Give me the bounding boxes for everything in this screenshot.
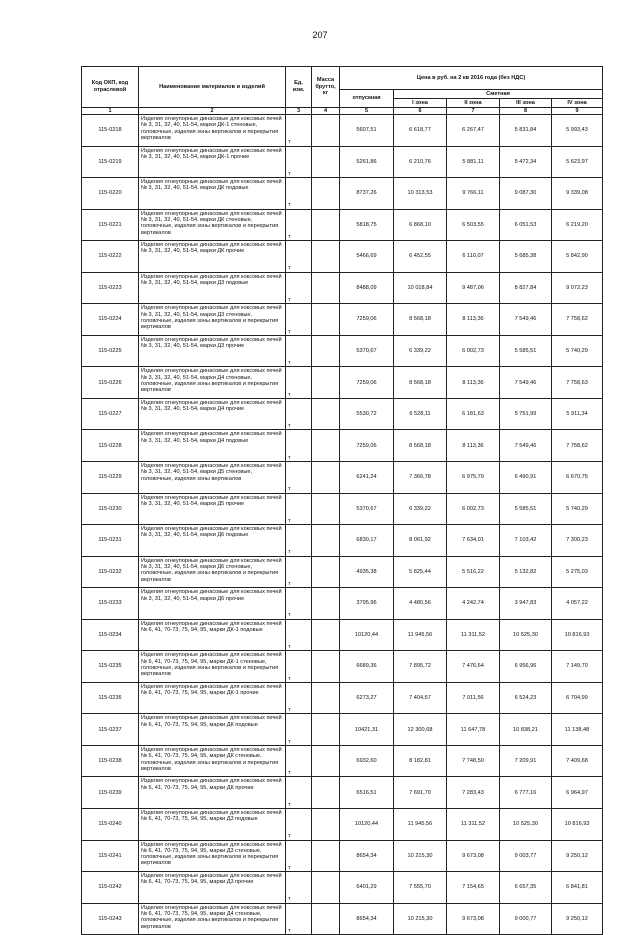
table-row — [82, 367, 603, 399]
item-name: Изделия огнеупорные динасовые для коксовых печей № 6, 41, 70-73, 75, 94, 95, марки ДК-1 прочие — [139, 682, 286, 714]
price-zone-3: 6 657,35 — [500, 872, 552, 904]
price-zone-2: 8 113,36 — [447, 430, 500, 462]
table-row — [82, 304, 603, 336]
price-zone-4: 9 250,12 — [552, 903, 603, 935]
item-name: Изделия огнеупорные динасовые для коксовых печей № 3, 31, 32, 40, 51-54, марки Д3 стеновые, головочные, изделия зоны вертикалов и перекрытия вертикалов — [139, 304, 286, 336]
item-name: Изделия огнеупорные динасовые для коксовых печей № 3, 31, 32, 40, 51-54, марки ДК прочие — [139, 241, 286, 273]
table-row — [82, 430, 603, 462]
price-zone-3: 5 685,38 — [500, 241, 552, 273]
price-zone-1: 7 895,72 — [394, 651, 447, 683]
price-zone-1: 7 691,70 — [394, 777, 447, 809]
item-code: 115-0241 — [82, 840, 139, 872]
item-mass — [312, 367, 340, 399]
item-code: 115-0234 — [82, 619, 139, 651]
item-unit: т — [286, 745, 312, 777]
item-unit: т — [286, 335, 312, 367]
item-mass — [312, 493, 340, 525]
item-code: 115-0230 — [82, 493, 139, 525]
item-code: 115-0218 — [82, 115, 139, 147]
item-name: Изделия огнеупорные динасовые для коксовых печей № 6, 41, 70-73, 75, 94, 95, марки Д3 подовые — [139, 809, 286, 841]
price-wholesale: 8488,09 — [340, 272, 394, 304]
price-wholesale: 8654,34 — [340, 903, 394, 935]
price-zone-2: 6 181,63 — [447, 398, 500, 430]
item-unit: т — [286, 209, 312, 241]
price-zone-2: 11 311,52 — [447, 619, 500, 651]
item-unit: т — [286, 304, 312, 336]
item-mass — [312, 651, 340, 683]
price-zone-4: 9 072,23 — [552, 272, 603, 304]
item-code: 115-0233 — [82, 588, 139, 620]
price-zone-4: 7 758,62 — [552, 430, 603, 462]
item-name: Изделия огнеупорные динасовые для коксовых печей № 3, 31, 32, 40, 51-54, марки ДК стеновые, головочные, изделия зоны вертикалов и перекрытия вертикалов — [139, 209, 286, 241]
price-wholesale: 5818,75 — [340, 209, 394, 241]
table-row — [82, 619, 603, 651]
price-zone-1: 12 300,68 — [394, 714, 447, 746]
table-row — [82, 903, 603, 935]
table-row — [82, 840, 603, 872]
price-zone-3: 6 490,91 — [500, 462, 552, 494]
price-zone-2: 7 283,43 — [447, 777, 500, 809]
item-name: Изделия огнеупорные динасовые для коксовых печей № 3, 31, 32, 40, 51-54, марки Д4 прочие — [139, 398, 286, 430]
item-name: Изделия огнеупорные динасовые для коксовых печей № 3, 31, 32, 40, 51-54, марки Д6 подовые — [139, 525, 286, 557]
price-zone-4: 6 219,20 — [552, 209, 603, 241]
item-mass — [312, 682, 340, 714]
price-wholesale: 10421,31 — [340, 714, 394, 746]
table-row — [82, 525, 603, 557]
item-mass — [312, 903, 340, 935]
header-unit: Ед. изм. — [286, 67, 312, 108]
price-zone-3: 10 525,30 — [500, 619, 552, 651]
item-name: Изделия огнеупорные динасовые для коксовых печей № 6, 41, 70-73, 75, 94, 95, марки ДК-1 подовые — [139, 619, 286, 651]
item-code: 115-0220 — [82, 178, 139, 210]
price-zone-4: 5 623,97 — [552, 146, 603, 178]
column-number: 7 — [447, 108, 500, 115]
item-name: Изделия огнеупорные динасовые для коксовых печей № 3, 31, 32, 40, 51-54, марки ДК-1 стеновые, головочные, изделия зоны вертикалов и перекрытия вертикалов — [139, 115, 286, 147]
price-zone-3: 8 827,84 — [500, 272, 552, 304]
price-zone-1: 6 528,11 — [394, 398, 447, 430]
price-zone-1: 7 366,78 — [394, 462, 447, 494]
price-zone-1: 8 568,18 — [394, 367, 447, 399]
page-number: 207 — [312, 30, 328, 40]
item-unit: т — [286, 651, 312, 683]
price-zone-1: 5 825,44 — [394, 556, 447, 588]
price-zone-4: 10 816,93 — [552, 809, 603, 841]
item-unit: т — [286, 872, 312, 904]
item-code: 115-0229 — [82, 462, 139, 494]
table-row — [82, 146, 603, 178]
item-code: 115-0237 — [82, 714, 139, 746]
price-wholesale: 8737,26 — [340, 178, 394, 210]
price-zone-2: 8 113,36 — [447, 367, 500, 399]
item-name: Изделия огнеупорные динасовые для коксовых печей № 3, 31, 32, 40, 51-54, марки Д4 подовые — [139, 430, 286, 462]
price-wholesale: 10120,44 — [340, 619, 394, 651]
price-zone-3: 5 585,51 — [500, 493, 552, 525]
header-estimate: Сметная — [394, 90, 603, 99]
item-unit: т — [286, 903, 312, 935]
price-zone-1: 10 313,53 — [394, 178, 447, 210]
price-wholesale: 5261,86 — [340, 146, 394, 178]
price-zone-4: 5 275,03 — [552, 556, 603, 588]
price-zone-2: 6 110,07 — [447, 241, 500, 273]
item-name: Изделия огнеупорные динасовые для коксовых печей № 3, 31, 32, 40, 51-54, марки Д3 прочие — [139, 335, 286, 367]
item-mass — [312, 619, 340, 651]
price-zone-4: 7 758,63 — [552, 367, 603, 399]
table-row — [82, 493, 603, 525]
item-unit: т — [286, 777, 312, 809]
item-mass — [312, 462, 340, 494]
price-zone-1: 6 618,77 — [394, 115, 447, 147]
table-row — [82, 209, 603, 241]
price-zone-3: 9 003,77 — [500, 840, 552, 872]
price-zone-3: 7 549,46 — [500, 367, 552, 399]
item-unit: т — [286, 525, 312, 557]
header-zone-3: III зона — [500, 99, 552, 108]
table-row — [82, 651, 603, 683]
price-zone-2: 6 503,55 — [447, 209, 500, 241]
price-zone-3: 9 000,77 — [500, 903, 552, 935]
item-unit: т — [286, 588, 312, 620]
item-unit: т — [286, 462, 312, 494]
item-mass — [312, 556, 340, 588]
price-zone-2: 6 002,73 — [447, 335, 500, 367]
price-zone-4: 7 758,62 — [552, 304, 603, 336]
item-code: 115-0238 — [82, 745, 139, 777]
item-unit: т — [286, 367, 312, 399]
price-zone-4: 6 841,81 — [552, 872, 603, 904]
price-zone-2: 9 487,06 — [447, 272, 500, 304]
header-wholesale: отпускная — [340, 90, 394, 108]
item-unit: т — [286, 682, 312, 714]
item-mass — [312, 809, 340, 841]
column-number: 1 — [82, 108, 139, 115]
item-name: Изделия огнеупорные динасовые для коксовых печей № 3, 31, 32, 40, 51-54, марки ДК-1 прочие — [139, 146, 286, 178]
price-zone-3: 3 947,83 — [500, 588, 552, 620]
price-zone-3: 5 751,99 — [500, 398, 552, 430]
price-zone-3: 10 838,21 — [500, 714, 552, 746]
column-number: 8 — [500, 108, 552, 115]
item-unit: т — [286, 556, 312, 588]
item-mass — [312, 525, 340, 557]
price-zone-4: 9 339,08 — [552, 178, 603, 210]
item-name: Изделия огнеупорные динасовые для коксовых печей № 6, 41, 70-73, 75, 94, 95, марки ДК прочие — [139, 777, 286, 809]
item-unit: т — [286, 714, 312, 746]
item-code: 115-0219 — [82, 146, 139, 178]
item-mass — [312, 115, 340, 147]
price-zone-3: 7 549,46 — [500, 430, 552, 462]
item-code: 115-0227 — [82, 398, 139, 430]
price-zone-1: 7 404,57 — [394, 682, 447, 714]
price-zone-2: 4 242,74 — [447, 588, 500, 620]
price-wholesale: 6401,29 — [340, 872, 394, 904]
price-zone-2: 7 011,56 — [447, 682, 500, 714]
price-wholesale: 4935,38 — [340, 556, 394, 588]
table-row — [82, 777, 603, 809]
price-zone-3: 5 831,84 — [500, 115, 552, 147]
price-zone-4: 7 149,70 — [552, 651, 603, 683]
item-name: Изделия огнеупорные динасовые для коксовых печей № 3, 31, 32, 40, 51-54, марки Д6 стеновые, головочные, изделия зоны вертикалов и перекрытия вертикалов — [139, 556, 286, 588]
column-number: 9 — [552, 108, 603, 115]
price-zone-2: 7 748,50 — [447, 745, 500, 777]
item-unit: т — [286, 241, 312, 273]
item-unit: т — [286, 398, 312, 430]
item-name: Изделия огнеупорные динасовые для коксовых печей № 3, 31, 32, 40, 51-54, марки Д4 стеновые, головочные, изделия зоны вертикалов и перекрытия вертикалов — [139, 367, 286, 399]
item-name: Изделия огнеупорные динасовые для коксовых печей № 3, 31, 32, 40, 51-54, марки Д6 прочие — [139, 588, 286, 620]
column-number: 6 — [394, 108, 447, 115]
item-mass — [312, 714, 340, 746]
item-code: 115-0231 — [82, 525, 139, 557]
price-zone-3: 5 472,34 — [500, 146, 552, 178]
price-zone-2: 9 673,08 — [447, 840, 500, 872]
item-mass — [312, 430, 340, 462]
item-code: 115-0239 — [82, 777, 139, 809]
price-wholesale: 6241,24 — [340, 462, 394, 494]
price-wholesale: 6932,60 — [340, 745, 394, 777]
price-zone-3: 10 525,30 — [500, 809, 552, 841]
item-name: Изделия огнеупорные динасовые для коксовых печей № 6, 41, 70-73, 75, 94, 95, марки ДК-1 стеновые, головочные, изделия зоны вертикалов и перекрытия вертикалов — [139, 651, 286, 683]
item-code: 115-0226 — [82, 367, 139, 399]
item-unit: т — [286, 115, 312, 147]
price-zone-1: 10 018,84 — [394, 272, 447, 304]
item-mass — [312, 209, 340, 241]
table-row — [82, 588, 603, 620]
price-zone-1: 6 452,55 — [394, 241, 447, 273]
price-zone-1: 6 339,22 — [394, 493, 447, 525]
price-zone-4: 5 740,29 — [552, 493, 603, 525]
price-zone-1: 8 568,18 — [394, 304, 447, 336]
item-code: 115-0240 — [82, 809, 139, 841]
item-name: Изделия огнеупорные динасовые для коксовых печей № 3, 31, 32, 40, 51-54, марки ДК подовые — [139, 178, 286, 210]
header-zone-4: IV зона — [552, 99, 603, 108]
price-zone-2: 11 647,78 — [447, 714, 500, 746]
item-code: 115-0225 — [82, 335, 139, 367]
item-unit: т — [286, 146, 312, 178]
price-zone-4: 7 409,68 — [552, 745, 603, 777]
price-zone-1: 8 061,92 — [394, 525, 447, 557]
price-zone-2: 7 476,64 — [447, 651, 500, 683]
price-zone-2: 9 766,11 — [447, 178, 500, 210]
item-name: Изделия огнеупорные динасовые для коксовых печей № 6, 41, 70-73, 75, 94, 95, марки Д4 стеновые, головочные, изделия зоны вертикалов и перекрытия вертикалов — [139, 903, 286, 935]
price-zone-4: 11 138,48 — [552, 714, 603, 746]
table-row — [82, 272, 603, 304]
price-zone-3: 7 209,91 — [500, 745, 552, 777]
price-zone-1: 8 568,18 — [394, 430, 447, 462]
price-wholesale: 7259,06 — [340, 304, 394, 336]
item-code: 115-0221 — [82, 209, 139, 241]
price-wholesale: 6830,17 — [340, 525, 394, 557]
item-code: 115-0222 — [82, 241, 139, 273]
price-zone-3: 6 051,53 — [500, 209, 552, 241]
price-zone-1: 4 480,56 — [394, 588, 447, 620]
price-zone-3: 7 103,42 — [500, 525, 552, 557]
price-zone-3: 9 087,30 — [500, 178, 552, 210]
table-row — [82, 682, 603, 714]
price-zone-4: 10 816,93 — [552, 619, 603, 651]
price-zone-2: 5 881,11 — [447, 146, 500, 178]
column-number: 4 — [312, 108, 340, 115]
item-code: 115-0235 — [82, 651, 139, 683]
item-mass — [312, 146, 340, 178]
header-zone-2: II зона — [447, 99, 500, 108]
item-name: Изделия огнеупорные динасовые для коксовых печей № 3, 31, 32, 40, 51-54, марки Д3 подовые — [139, 272, 286, 304]
item-code: 115-0232 — [82, 556, 139, 588]
price-zone-3: 7 549,46 — [500, 304, 552, 336]
price-zone-1: 7 555,70 — [394, 872, 447, 904]
price-zone-2: 9 673,08 — [447, 903, 500, 935]
table-row — [82, 178, 603, 210]
price-wholesale: 7259,06 — [340, 367, 394, 399]
price-zone-2: 6 002,73 — [447, 493, 500, 525]
item-mass — [312, 872, 340, 904]
table-row — [82, 335, 603, 367]
item-unit: т — [286, 430, 312, 462]
item-unit: т — [286, 840, 312, 872]
price-zone-4: 5 993,43 — [552, 115, 603, 147]
table-row — [82, 115, 603, 147]
table-row — [82, 872, 603, 904]
price-zone-2: 7 154,65 — [447, 872, 500, 904]
price-wholesale: 6689,36 — [340, 651, 394, 683]
item-name: Изделия огнеупорные динасовые для коксовых печей № 6, 41, 70-73, 75, 94, 95, марки Д3 прочие — [139, 872, 286, 904]
item-mass — [312, 588, 340, 620]
price-zone-3: 6 524,23 — [500, 682, 552, 714]
item-mass — [312, 178, 340, 210]
price-zone-4: 4 057,22 — [552, 588, 603, 620]
price-zone-4: 9 250,12 — [552, 840, 603, 872]
price-zone-4: 6 704,99 — [552, 682, 603, 714]
item-unit: т — [286, 809, 312, 841]
price-wholesale: 5370,67 — [340, 493, 394, 525]
price-zone-2: 11 311,52 — [447, 809, 500, 841]
price-zone-4: 5 740,29 — [552, 335, 603, 367]
price-zone-2: 6 975,79 — [447, 462, 500, 494]
price-wholesale: 10120,44 — [340, 809, 394, 841]
price-zone-1: 8 182,81 — [394, 745, 447, 777]
header-name: Наименование материалов и изделий — [139, 67, 286, 108]
price-zone-2: 5 516,22 — [447, 556, 500, 588]
item-code: 115-0223 — [82, 272, 139, 304]
item-mass — [312, 745, 340, 777]
price-zone-1: 6 339,22 — [394, 335, 447, 367]
column-number: 5 — [340, 108, 394, 115]
price-wholesale: 6516,51 — [340, 777, 394, 809]
item-code: 115-0228 — [82, 430, 139, 462]
price-zone-4: 5 911,34 — [552, 398, 603, 430]
item-unit: т — [286, 493, 312, 525]
item-name: Изделия огнеупорные динасовые для коксовых печей № 6, 41, 70-73, 75, 94, 95, марки Д3 стеновые, головочные, изделия зоны вертикалов и перекрытия вертикалов — [139, 840, 286, 872]
table-row — [82, 714, 603, 746]
price-zone-1: 10 215,30 — [394, 840, 447, 872]
price-zone-4: 6 964,97 — [552, 777, 603, 809]
price-zone-3: 6 956,96 — [500, 651, 552, 683]
price-zone-4: 6 670,75 — [552, 462, 603, 494]
item-mass — [312, 777, 340, 809]
price-zone-1: 6 210,76 — [394, 146, 447, 178]
item-code: 115-0243 — [82, 903, 139, 935]
price-wholesale: 5607,51 — [340, 115, 394, 147]
price-wholesale: 8654,34 — [340, 840, 394, 872]
item-mass — [312, 241, 340, 273]
header-zone-1: I зона — [394, 99, 447, 108]
column-number: 2 — [139, 108, 286, 115]
item-name: Изделия огнеупорные динасовые для коксовых печей № 6, 41, 70-73, 75, 94, 95, марки ДК подовые — [139, 714, 286, 746]
item-code: 115-0236 — [82, 682, 139, 714]
column-number: 3 — [286, 108, 312, 115]
item-mass — [312, 272, 340, 304]
item-name: Изделия огнеупорные динасовые для коксовых печей № 3, 31, 32, 40, 51-54, марки Д5 прочие — [139, 493, 286, 525]
item-mass — [312, 840, 340, 872]
price-zone-1: 11 945,56 — [394, 619, 447, 651]
item-unit: т — [286, 178, 312, 210]
table-row — [82, 398, 603, 430]
item-unit: т — [286, 619, 312, 651]
item-name: Изделия огнеупорные динасовые для коксовых печей № 6, 41, 70-73, 75, 94, 95, марки ДК стеновые, головочные, изделия зоны вертикалов и перекрытия вертикалов — [139, 745, 286, 777]
price-wholesale: 5530,72 — [340, 398, 394, 430]
price-zone-3: 6 777,16 — [500, 777, 552, 809]
item-unit: т — [286, 272, 312, 304]
item-code: 115-0242 — [82, 872, 139, 904]
price-zone-1: 11 945,56 — [394, 809, 447, 841]
price-wholesale: 5466,69 — [340, 241, 394, 273]
price-zone-2: 8 113,36 — [447, 304, 500, 336]
price-zone-4: 5 842,90 — [552, 241, 603, 273]
price-wholesale: 5370,67 — [340, 335, 394, 367]
price-zone-4: 7 300,23 — [552, 525, 603, 557]
price-zone-2: 6 267,47 — [447, 115, 500, 147]
price-zone-1: 6 868,10 — [394, 209, 447, 241]
price-zone-3: 5 132,82 — [500, 556, 552, 588]
item-mass — [312, 398, 340, 430]
price-wholesale: 6273,27 — [340, 682, 394, 714]
item-name: Изделия огнеупорные динасовые для коксовых печей № 3, 31, 32, 40, 51-54, марки Д5 стеновые, головочные, изделия зоны вертикалов — [139, 462, 286, 494]
price-zone-2: 7 634,01 — [447, 525, 500, 557]
header-mass: Масса брутто, кг — [312, 67, 340, 108]
table-row — [82, 241, 603, 273]
price-table — [81, 66, 603, 935]
item-mass — [312, 304, 340, 336]
price-wholesale: 3795,96 — [340, 588, 394, 620]
price-wholesale: 7259,06 — [340, 430, 394, 462]
table-row — [82, 745, 603, 777]
table-row — [82, 556, 603, 588]
item-mass — [312, 335, 340, 367]
item-code: 115-0224 — [82, 304, 139, 336]
header-code: Код ОКП, код отраслевой — [82, 67, 139, 108]
table-row — [82, 462, 603, 494]
price-zone-1: 10 215,30 — [394, 903, 447, 935]
table-row — [82, 809, 603, 841]
header-price-group: Цена в руб. на 2 кв 2016 года (без НДС) — [340, 67, 603, 90]
price-zone-3: 5 585,51 — [500, 335, 552, 367]
